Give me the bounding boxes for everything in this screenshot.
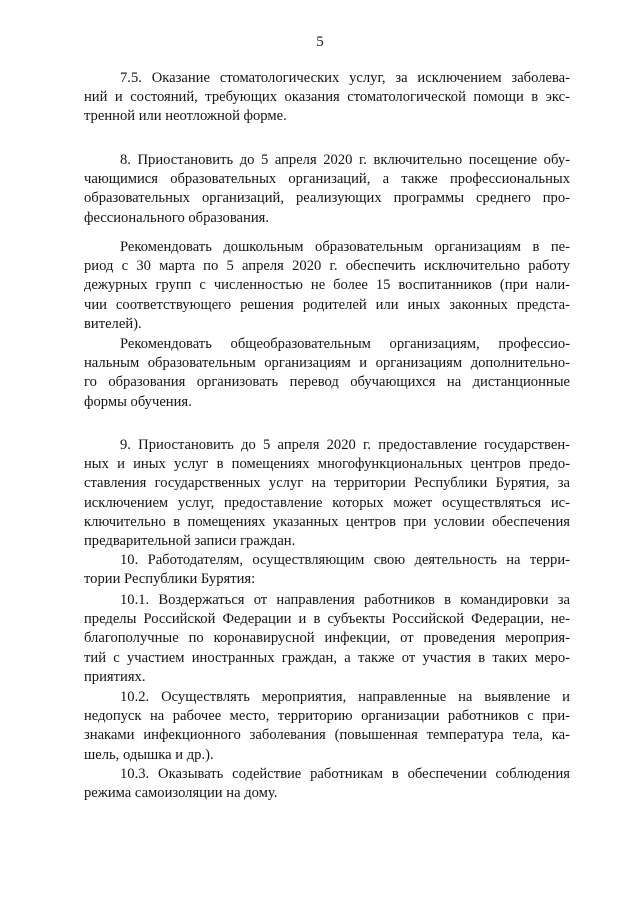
text-line: благополучные по коронавирусной инфекции, от проведения мероприя- [84,630,570,647]
paragraph-10-2 [84,688,570,765]
text-line: приятиях. [84,668,146,685]
text-line: образовательных организаций, реализующих программы среднего про- [84,190,570,207]
text-line: пределы Российской Федерации и в субъекты Российской Федерации, не- [84,611,570,628]
text-line: 10.3. Оказывать содействие работникам в обеспечении соблюдения [120,766,570,782]
text-line: 10. Работодателям, осуществляющим свою деятельность на терри- [120,552,570,568]
text-line: 7.5. Оказание стоматологических услуг, за исключением заболева- [120,70,570,86]
text-line: вителей). [84,315,142,332]
text-line: ных и иных услуг в помещениях многофункциональных центров предо- [84,456,570,473]
text-line: формы обучения. [84,393,192,410]
text-line: недопуск на рабочее место, территорию организации работников с при- [84,708,570,725]
paragraph-10-1 [84,591,570,687]
paragraph-10-3 [84,765,570,803]
text-line: ний и состояний, требующих оказания стоматологической помощи в экс- [84,89,570,106]
text-line: 10.1. Воздержаться от направления работников в командировки за [120,592,570,608]
text-line: Рекомендовать общеобразовательным организациям, профессио- [120,336,570,352]
text-line: дежурных групп с численностью не более 15 воспитанников (при нали- [84,277,570,294]
text-line: предварительной записи граждан. [84,532,296,549]
paragraph-8-recommendation-preschool [84,238,570,334]
text-line: тий с участием иностранных граждан, а также от участия в таких меро- [84,649,570,666]
page-number: 5 [316,34,324,50]
text-line: Рекомендовать дошкольным образовательным организациям в пе- [120,239,570,255]
paragraph-7-5 [84,69,570,127]
text-line: нальным образовательным организациям и организациям дополнительно- [84,355,570,372]
text-line: шель, одышка и др.). [84,746,214,763]
text-line: чии соответствующего решения родителей или иных законных предста- [84,296,570,313]
text-line: знаками инфекционного заболевания (повышенная температура тела, ка- [84,727,570,744]
text-line: фессионального образования. [84,209,270,226]
text-line: 10.2. Осуществлять мероприятия, направленные на выявление и [120,689,570,705]
text-line: исключением услуг, предоставление которых может осуществляться ис- [84,494,570,511]
text-line: режима самоизоляции на дому. [84,785,278,802]
text-line: риод с 30 марта по 5 апреля 2020 г. обеспечить исключительно работу [84,258,570,275]
text-line: ставления государственных услуг на территории Республики Бурятия, за [84,475,570,492]
text-line: тории Республики Бурятия: [84,571,256,588]
paragraph-10 [84,551,570,589]
paragraph-8-recommendation-general [84,335,570,412]
text-line: 8. Приостановить до 5 апреля 2020 г. включительно посещение обу- [120,152,570,168]
paragraph-9 [84,436,570,551]
text-line: го образования организовать перевод обучающихся на дистанционные [84,374,570,391]
text-line: тренной или неотложной форме. [84,108,287,125]
text-line: ключительно в помещениях указанных центров при условии обеспечения [84,513,570,530]
text-line: чающимися образовательных организаций, а также профессиональных [84,171,570,188]
text-line: 9. Приостановить до 5 апреля 2020 г. предоставление государствен- [120,437,570,453]
paragraph-8 [84,151,570,228]
